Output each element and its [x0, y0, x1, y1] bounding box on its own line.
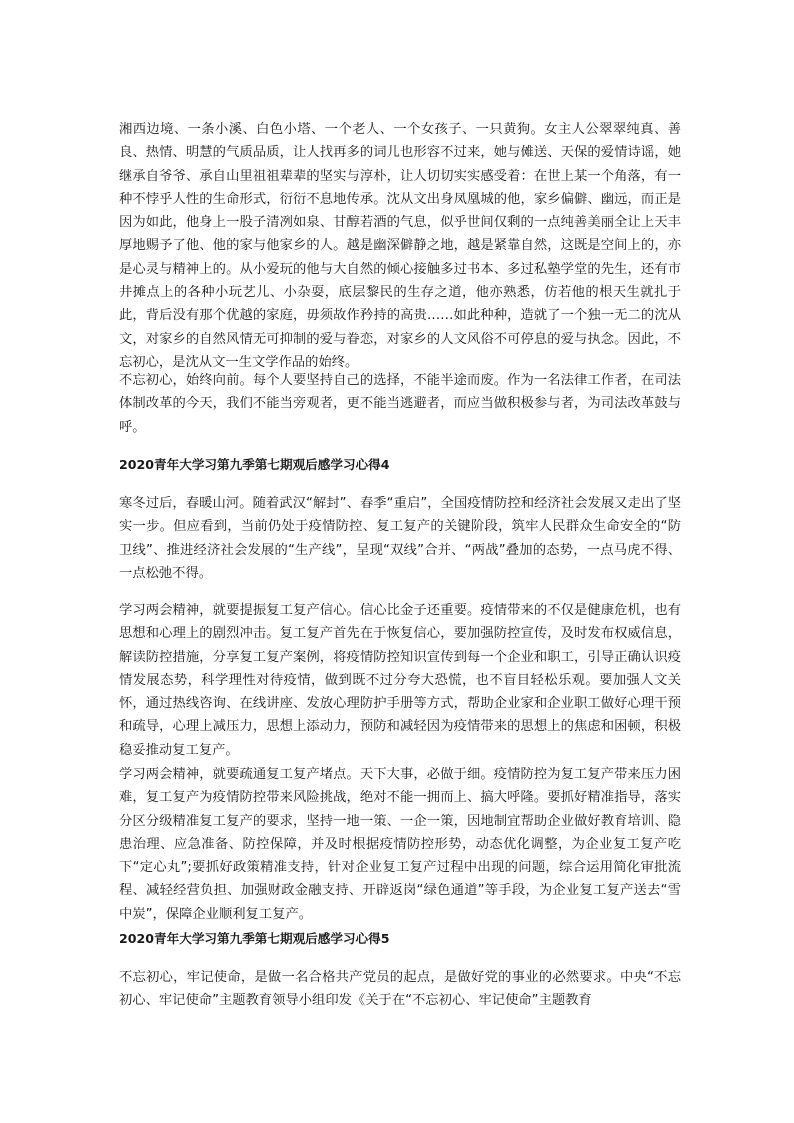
body-paragraph: 学习两会精神，就要提振复工复产信心。信心比金子还重要。疫情带来的不仅是健康危机，也有思想和心理上的剧烈冲击。复工复产首先在于恢复信心，要加强防控宣传，及时发布权威信息，解读防控措施，分享复工复产案例，将疫情防控知识宣传到每一个企业和职工，引导正确认识疫情发展态势，科学理性对待疫情，做到既不过分夸大恐慌，也不盲目轻松乐观。要加强人文关怀，通过热线咨询、在线讲座、发放心理防护手册等方式，帮助企业家和企业职工做好心理干预和疏导，心理上减压力，思想上添动力，预防和减轻因为疫情带来的思想上的焦虑和困顿，积极稳妥推动复工复产。 [119, 603, 681, 758]
body-paragraph: 寒冬过后，春暖山河。随着武汉“解封”、春季“重启”，全国疫情防控和经济社会发展又走出了坚实一步。但应看到，当前仍处于疫情防控、复工复产的关键阶段，筑牢人民群众生命安全的“防卫线”、推进经济社会发展的“生产线”，呈现“双线”合并、“两战”叠加的态势，一点马虎不得、一点松弛不得。 [119, 496, 681, 581]
body-paragraph: 不忘初心，始终向前。每个人要坚持自己的选择，不能半途而废。作为一名法律工作者，在司法体制改革的今天，我们不能当旁观者，更不能当逃避者，而应当做积极参与者，为司法改革鼓与呼。 [119, 373, 681, 435]
section-heading: 2020青年大学习第九季第七期观后感学习心得5 [119, 931, 390, 946]
body-paragraph: 学习两会精神，就要疏通复工复产堵点。天下大事，必做于细。疫情防控为复工复产带来压力困难，复工复产为疫情防控带来风险挑战，绝对不能一拥而上、搞大呼隆。要抓好精准指导，落实分区分级精准复工复产的要求，坚持一地一策、一企一策，因地制宜帮助企业做好教育培训、隐患治理、应急准备、防控保障，并及时根据疫情防控形势，动态优化调整，为企业复工复产吃下“定心丸”;要抓好政策精准支持，针对企业复工复产过程中出现的问题，综合运用简化审批流程、减轻经营负担、加强财政金融支持、开辟返岗“绿色通道”等手段，为企业复工复产送去“雪中炭”，保障企业顺利复工复产。 [119, 767, 681, 922]
body-paragraph: 湘西边境、一条小溪、白色小塔、一个老人、一个女孩子、一只黄狗。女主人公翠翠纯真、善良、热情、明慧的气质品质，让人找再多的词儿也形容不过来，她与傩送、天保的爱情诗谣，她继承自爷爷、承自山里祖祖辈辈的坚实与淳朴，让人切切实实感受着：在世上某一个角落，有一种不悖乎人性的生命形式，衍衍不息地传承。沈从文出身凤凰城的他，家乡偏僻、幽远，而正是因为如此，他身上一股子清冽如泉、甘醇若酒的气息，似乎世间仅剩的一点纯善美丽全让上天丰厚地赐予了他、他的家与他家乡的人。越是幽深僻静之地，越是紧靠自然，这既是空间上的，亦是心灵与精神上的。从小爱玩的他与大自然的倾心接触多过书本、多过私塾学堂的先生，还有市井摊点上的各种小玩艺儿、小杂耍，底层黎民的生存之道，他亦熟悉，仿若他的根天生就扎于此，背后没有那个优越的家庭，毋须故作矜持的高贵……如此种种，造就了一个独一无二的沈从文，对家乡的自然风情无可抑制的爱与眷恋，对家乡的人文风俗不可停息的爱与执念。因此，不忘初心，是沈从文一生文学作品的始终。 [119, 122, 681, 370]
body-paragraph: 不忘初心，牢记使命，是做一名合格共产党员的起点，是做好党的事业的必然要求。中央“不忘初心、牢记使命”主题教育领导小组印发《关于在“不忘初心、牢记使命”主题教育 [119, 970, 681, 1009]
section-heading: 2020青年大学习第九季第七期观后感学习心得4 [119, 457, 390, 472]
